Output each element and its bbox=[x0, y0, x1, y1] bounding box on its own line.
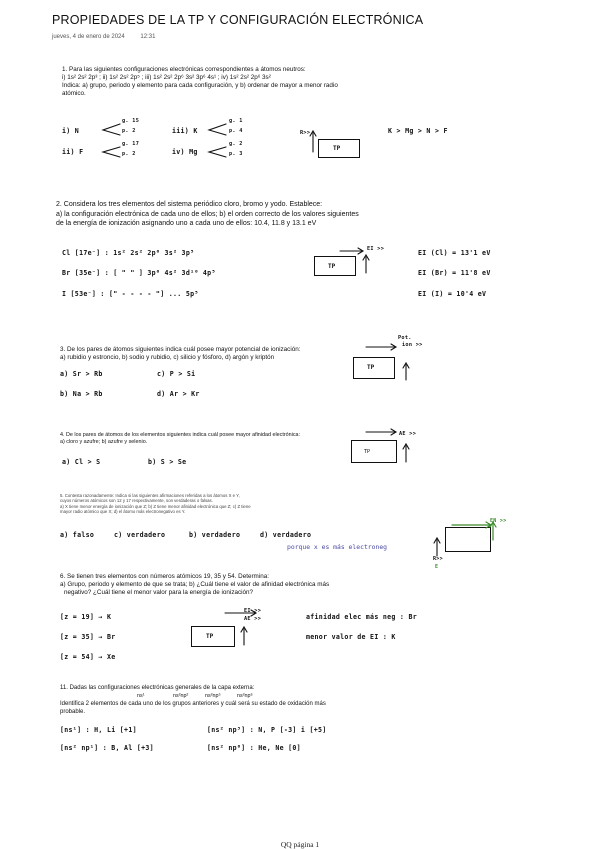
q5-answer-c: c) verdadero bbox=[114, 531, 166, 539]
q11-config-4: ns²np⁶ bbox=[237, 693, 253, 699]
q2-box-label: TP bbox=[328, 263, 336, 270]
q1-box-label: TP bbox=[333, 145, 341, 152]
q6-arrow-right bbox=[225, 610, 256, 616]
q1-answer-n-period: p. 2 bbox=[122, 128, 136, 134]
q6-line2: a) Grupo, periodo y elemento de que se trata; b) ¿Cuál tiene el valor de afinidad electrónica más bbox=[60, 581, 330, 588]
q3-line1: 3. De los pares de átomos siguientes indica cuál posee mayor potencial de ionización: bbox=[60, 346, 301, 353]
q2-config-cl: Cl [17e⁻] : 1s² 2s² 2p⁶ 3s² 3p⁵ bbox=[62, 249, 195, 257]
q1-answer-k: iii) K bbox=[172, 127, 198, 135]
q3-pot-arrow-right bbox=[366, 344, 396, 350]
q11-answer-ns1: [ns¹] : H, Li [+1] bbox=[60, 726, 137, 734]
q5-line2: cuyos números atómicos son 12 y 17 respectivamente, son verdaderas o falsas. bbox=[60, 498, 213, 504]
q4-ae-label: AE >> bbox=[399, 431, 417, 437]
q5-r-arrow bbox=[434, 538, 440, 556]
q3-answer-c: c) P > Si bbox=[157, 370, 196, 378]
q11-line3: Identifica 2 elementos de cada uno de los grupos anteriores y cuál será su estado de oxidación más bbox=[60, 701, 326, 707]
q2-ei-i: EI (I) = 10'4 eV bbox=[418, 290, 487, 298]
q3-answer-d: d) Ar > Kr bbox=[157, 390, 200, 398]
q11-line4: probable. bbox=[60, 709, 86, 715]
q6-z54: [z = 54] → Xe bbox=[60, 653, 116, 661]
q1-bracket-n bbox=[103, 124, 120, 135]
q5-answer-a: a) falso bbox=[60, 531, 95, 539]
q5-e-label: E bbox=[435, 564, 439, 570]
q3-pot-arrow-up bbox=[403, 363, 409, 380]
q6-answer-ei: menor valor de EI : K bbox=[306, 633, 396, 641]
q6-z35: [z = 35] → Br bbox=[60, 633, 116, 641]
q2-config-br: Br [35e⁻] : [ " " ] 3p⁶ 4s² 3d¹⁰ 4p⁵ bbox=[62, 269, 216, 277]
q1-bracket-f bbox=[103, 147, 120, 157]
q5-answer-b: b) verdadero bbox=[189, 531, 241, 539]
q1-radius-arrow bbox=[310, 131, 316, 152]
q4-ae-arrow-right bbox=[366, 429, 396, 435]
q2-line3: de la energía de ionización asignando uno a cada uno de ellos: 10.4, 11.8 y 13.1 eV bbox=[56, 220, 317, 227]
q6-arrow-up bbox=[241, 627, 247, 645]
q6-ae-label: AE >> bbox=[244, 616, 262, 622]
q5-en-arrow-right bbox=[452, 522, 491, 528]
q1-answer-n: i) N bbox=[62, 127, 80, 135]
q2-ei-arrow-up bbox=[363, 255, 369, 273]
q4-box-label: TP bbox=[364, 449, 371, 455]
q1-bracket-k bbox=[209, 124, 226, 135]
q5-line1: 5. Contesta razonadamente: Indica si las siguientes afirmaciones referidas a los átomos X e Y, bbox=[60, 493, 240, 498]
q5-handwritten-note: porque x es más electroneg bbox=[287, 543, 388, 551]
q4-line1: 4. De los pares de átomos de los elementos siguientes indica cuál posee mayor afinidad electrónica: bbox=[60, 432, 301, 438]
q11-config-2: ns²np² bbox=[173, 693, 189, 699]
q11-answer-ns2np6: [ns² np⁶] : He, Ne [0] bbox=[207, 744, 301, 752]
q6-line3: negativo? ¿Cuál tiene el menor valor para la energía de ionización? bbox=[64, 589, 254, 596]
q11-line1: 11. Dadas las configuraciones electrónicas generales de la capa externa: bbox=[60, 685, 255, 691]
q1-bracket-mg bbox=[209, 147, 226, 157]
q3-ion-label: ion >> bbox=[402, 342, 423, 348]
q1-line1: 1. Para las siguientes configuraciones electrónicas correspondientes a átomos neutros: bbox=[62, 66, 306, 73]
q5-answer-d: d) verdadero bbox=[260, 531, 312, 539]
q1-answer-mg: iv) Mg bbox=[172, 148, 198, 156]
q11-answer-ns2np3: [ns² np³] : N, P [-3] i [+5] bbox=[207, 726, 327, 734]
q4-answer-a: a) Cl > S bbox=[62, 458, 101, 466]
q1-answer-k-group: g. 1 bbox=[229, 118, 243, 124]
page-time: 12:31 bbox=[140, 34, 156, 40]
q1-answer-f: ii) F bbox=[62, 148, 84, 156]
q1-answer-n-group: g. 15 bbox=[122, 118, 140, 124]
q6-ei-label: EI >> bbox=[244, 608, 262, 614]
q1-answer-mg-period: p. 3 bbox=[229, 151, 243, 157]
q4-line2: a) cloro y azufre; b) azufre y selenio. bbox=[60, 439, 148, 445]
q1-line2: i) 1s² 2s² 2p³ ; ii) 1s² 2s² 2p⁵ ; iii) 1s² 2s² 2p⁶ 3s² 3p⁶ 4s¹ ; iv) 1s² 2s² 2p⁶ 3s² bbox=[62, 74, 271, 81]
q2-line2: a) la configuración electrónica de cada uno de ellos; b) el orden correcto de los valores siguientes bbox=[56, 210, 359, 218]
q2-ei-arrow-right bbox=[340, 248, 363, 254]
q3-box-label: TP bbox=[367, 364, 375, 371]
q1-line4: atómico. bbox=[62, 90, 86, 97]
q5-line3: a) X tiene menor energía de ionización que Z; b) Z tiene menor afinidad electrónica que Z; c) Z tiene bbox=[60, 503, 251, 509]
q11-answer-ns2np1: [ns² np¹] : B, Al [+3] bbox=[60, 744, 154, 752]
page-footer: QQ página 1 bbox=[280, 840, 320, 849]
q1-line3: Indica: a) grupo, periodo y elemento para cada configuración, y b) ordenar de mayor a menor radio bbox=[62, 82, 338, 89]
q6-z19: [z = 19] → K bbox=[60, 613, 112, 621]
q6-line1: 6. Se tienen tres elementos con números atómicos 19, 35 y 54. Determina: bbox=[60, 573, 269, 580]
q4-ae-arrow-up bbox=[403, 444, 409, 462]
q3-answer-a: a) Sr > Rb bbox=[60, 370, 103, 378]
q2-config-i: I [53e⁻] : [" ‐ ‐ ‐ ‐ "] ... 5p⁵ bbox=[62, 290, 199, 298]
q6-box-label: TP bbox=[206, 633, 214, 640]
q5-en-arrow-up bbox=[490, 522, 496, 540]
q3-line2: a) rubidio y estroncio, b) sodio y rubidio, c) silicio y fósforo, d) argón y kriptón bbox=[60, 354, 275, 361]
q1-answer-k-period: p. 4 bbox=[229, 128, 243, 134]
q2-ei-label: EI >> bbox=[367, 246, 385, 252]
q1-radius-order: K > Mg > N > F bbox=[388, 127, 448, 135]
q1-answer-mg-group: g. 2 bbox=[229, 141, 243, 147]
q1-answer-f-group: g. 17 bbox=[122, 141, 140, 147]
q11-config-3: ns²np⁵ bbox=[205, 693, 221, 699]
q3-pot-label: Pot. bbox=[398, 335, 412, 341]
q2-ei-br: EI (Br) = 11'8 eV bbox=[418, 269, 491, 277]
page-title: PROPIEDADES DE LA TP Y CONFIGURACIÓN ELECTRÓNICA bbox=[52, 13, 424, 27]
q2-ei-cl: EI (Cl) = 13'1 eV bbox=[418, 249, 491, 257]
q2-line1: 2. Considera los tres elementos del sistema periódico cloro, bromo y yodo. Establece: bbox=[56, 201, 323, 208]
q6-answer-ae: afinidad elec más neg : Br bbox=[306, 613, 418, 621]
q11-config-1: ns¹ bbox=[137, 693, 145, 699]
q5-r-label: R>> bbox=[433, 556, 443, 562]
q3-answer-b: b) Na > Rb bbox=[60, 390, 103, 398]
q5-line4: mayor radio atómico que X; d) el átomo más electronegativo es Y. bbox=[60, 509, 186, 515]
q5-en-label: EN >> bbox=[490, 518, 507, 524]
q4-answer-b: b) S > Se bbox=[148, 458, 187, 466]
page-date: jueves, 4 de enero de 2024 bbox=[52, 34, 125, 40]
q1-radius-label: R>> bbox=[300, 130, 311, 136]
q1-answer-f-period: p. 2 bbox=[122, 151, 136, 157]
